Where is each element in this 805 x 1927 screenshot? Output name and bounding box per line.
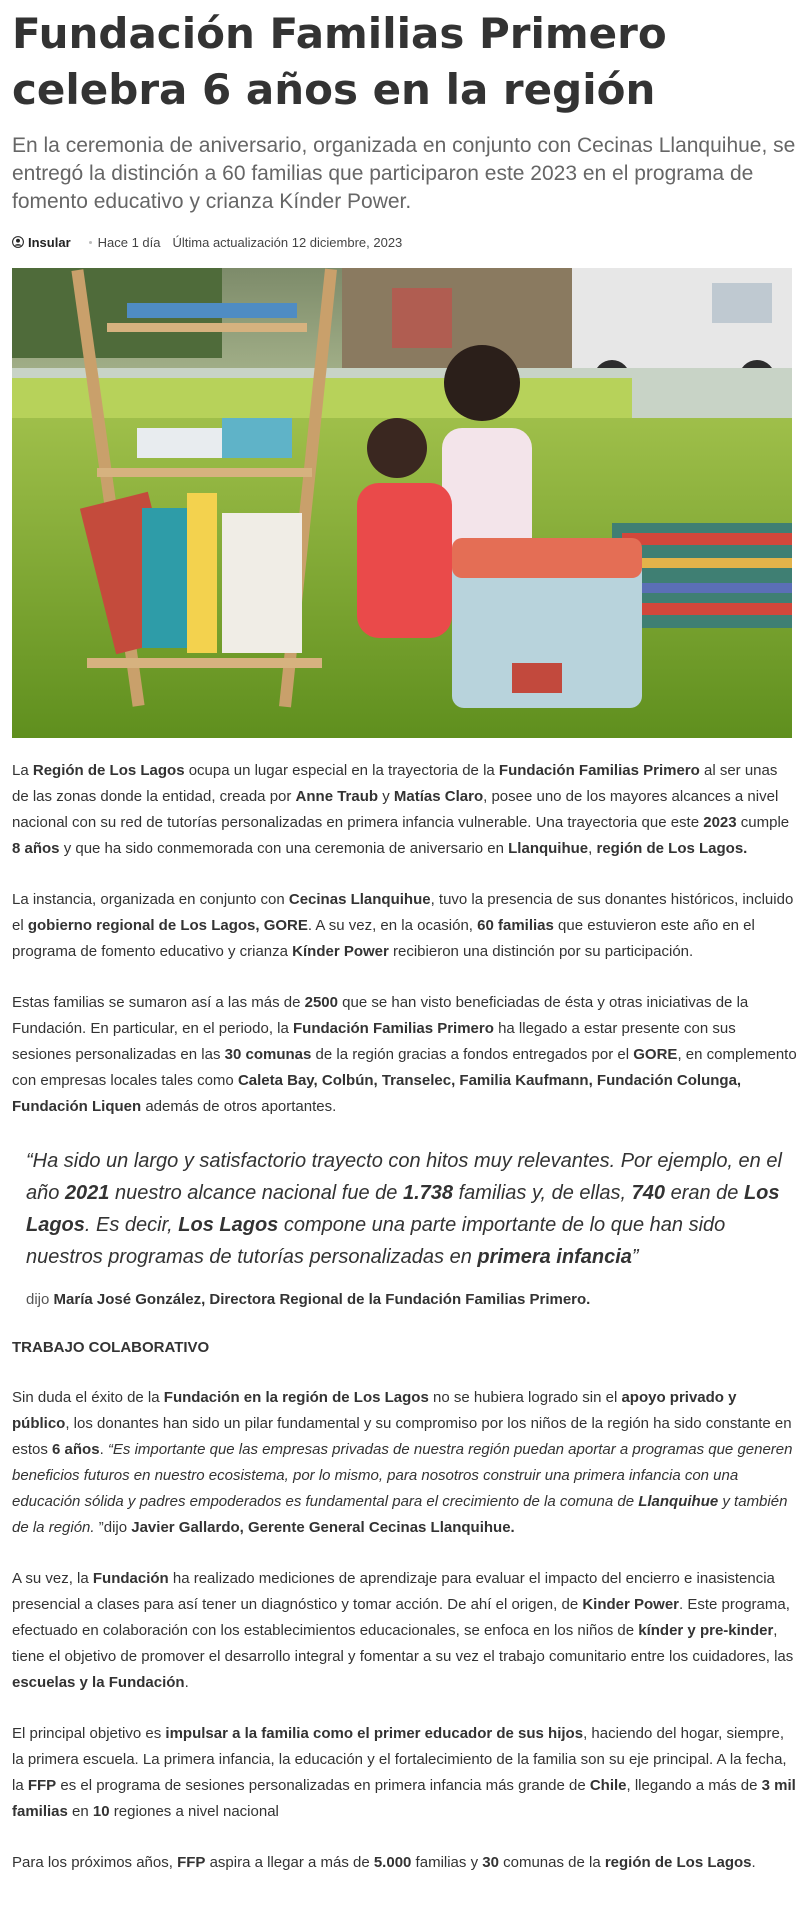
- article-photo: [12, 268, 792, 738]
- paragraph: Sin duda el éxito de la Fundación en la región de Los Lagos no se hubiera logrado sin el apoyo privado y público, los donantes han sido un pilar fundamental y su compromiso por los niños de la región ha sido constante en estos 6 años. “Es importante que las empresas privadas de nuestra región puedan aportar a programas que generen beneficios futuros en nuestro ecosistema, por lo mismo, para nosotros construir una primera infancia con una educación sólida y padres empoderados es fundamental para el crecimiento de la comuna de Llanquihue y también de la región. ”dijo Javier Gallardo, Gerente General Cecinas Llanquihue.: [12, 1389, 793, 1536]
- last-updated: Última actualización 12 diciembre, 2023: [172, 234, 403, 250]
- paragraph: El principal objetivo es impulsar a la familia como el primer educador de sus hijos, haciendo del hogar, siempre, la primera escuela. La primera infancia, la educación y el fortalecimiento de la familia son su eje principal. A la fecha, la FFP es el programa de sesiones personalizadas en primera infancia más grande de Chile, llegando a más de 3 mil familias en 10 regiones a nivel nacional: [12, 1725, 796, 1820]
- quote-attribution: dijo María José González, Directora Regional de la Fundación Familias Primero.: [26, 1291, 591, 1308]
- author-name: Insular: [28, 234, 71, 250]
- quote-text: “Ha sido un largo y satisfactorio trayecto con hitos muy relevantes. Por ejemplo, en el año 2021 nuestro alcance nacional fue de 1.738 familias y, de ellas, 740 eran de Los Lagos. Es decir, Los Lagos compone una parte importante de lo que han sido nuestros programas de tutorías personalizadas en primera infancia”: [26, 1150, 782, 1268]
- user-icon: [12, 236, 24, 248]
- article-body: [12, 758, 797, 1876]
- pull-quote: [12, 1145, 797, 1313]
- paragraph: A su vez, la Fundación ha realizado mediciones de aprendizaje para evaluar el impacto del encierro e inasistencia presencial a clases para así tener un diagnóstico y tomar acción. De ahí el origen, de Kinder Power. Este programa, efectuado en colaboración con los establecimientos educacionales, se enfoca en los niños de kínder y pre-kinder, tiene el objetivo de promover el desarrollo integral y fomentar a su vez el trabajo comunitario entre los cuidadores, las escuelas y la Fundación.: [12, 1570, 794, 1691]
- section-heading: TRABAJO COLABORATIVO: [12, 1339, 210, 1356]
- article-subtitle: En la ceremonia de aniversario, organizada en conjunto con Cecinas Llanquihue, se entregó la distinción a 60 familias que participaron este 2023 en el programa de fomento educativo y crianza Kínder Power.: [12, 134, 796, 213]
- meta-separator: [89, 241, 92, 244]
- author-link[interactable]: [12, 235, 71, 250]
- paragraph: La Región de Los Lagos ocupa un lugar especial en la trayectoria de la Fundación Familias Primero al ser unas de las zonas donde la entidad, creada por Anne Traub y Matías Claro, posee uno de los mayores alcances a nivel nacional con su red de tutorías personalizadas en primera infancia vulnerable. Una trayectoria que este 2023 cumple 8 años y que ha sido conmemorada con una ceremonia de aniversario en Llanquihue, región de Los Lagos.: [12, 762, 790, 857]
- paragraph: La instancia, organizada en conjunto con Cecinas Llanquihue, tuvo la presencia de sus donantes históricos, incluido el gobierno regional de Los Lagos, GORE. A su vez, en la ocasión, 60 familias que estuvieron este año en el programa de fomento educativo y crianza Kínder Power recibieron una distinción por su participación.: [12, 891, 794, 960]
- page-title: Fundación Familias Primero celebra 6 años en la región: [12, 9, 667, 114]
- posted-ago: Hace 1 día: [97, 234, 161, 250]
- article-meta: [12, 230, 797, 254]
- paragraph: Estas familias se sumaron así a las más de 2500 que se han visto beneficiadas de ésta y otras iniciativas de la Fundación. En particular, en el periodo, la Fundación Familias Primero ha llegado a estar presente con sus sesiones personalizadas en las 30 comunas de la región gracias a fondos entregados por el GORE, en complemento con empresas locales tales como Caleta Bay, Colbún, Transelec, Familia Kaufmann, Fundación Colunga, Fundación Liquen además de otros aportantes.: [12, 994, 797, 1115]
- paragraph: Para los próximos años, FFP aspira a llegar a más de 5.000 familias y 30 comunas de la región de Los Lagos.: [12, 1854, 756, 1871]
- article-container: [12, 0, 797, 1876]
